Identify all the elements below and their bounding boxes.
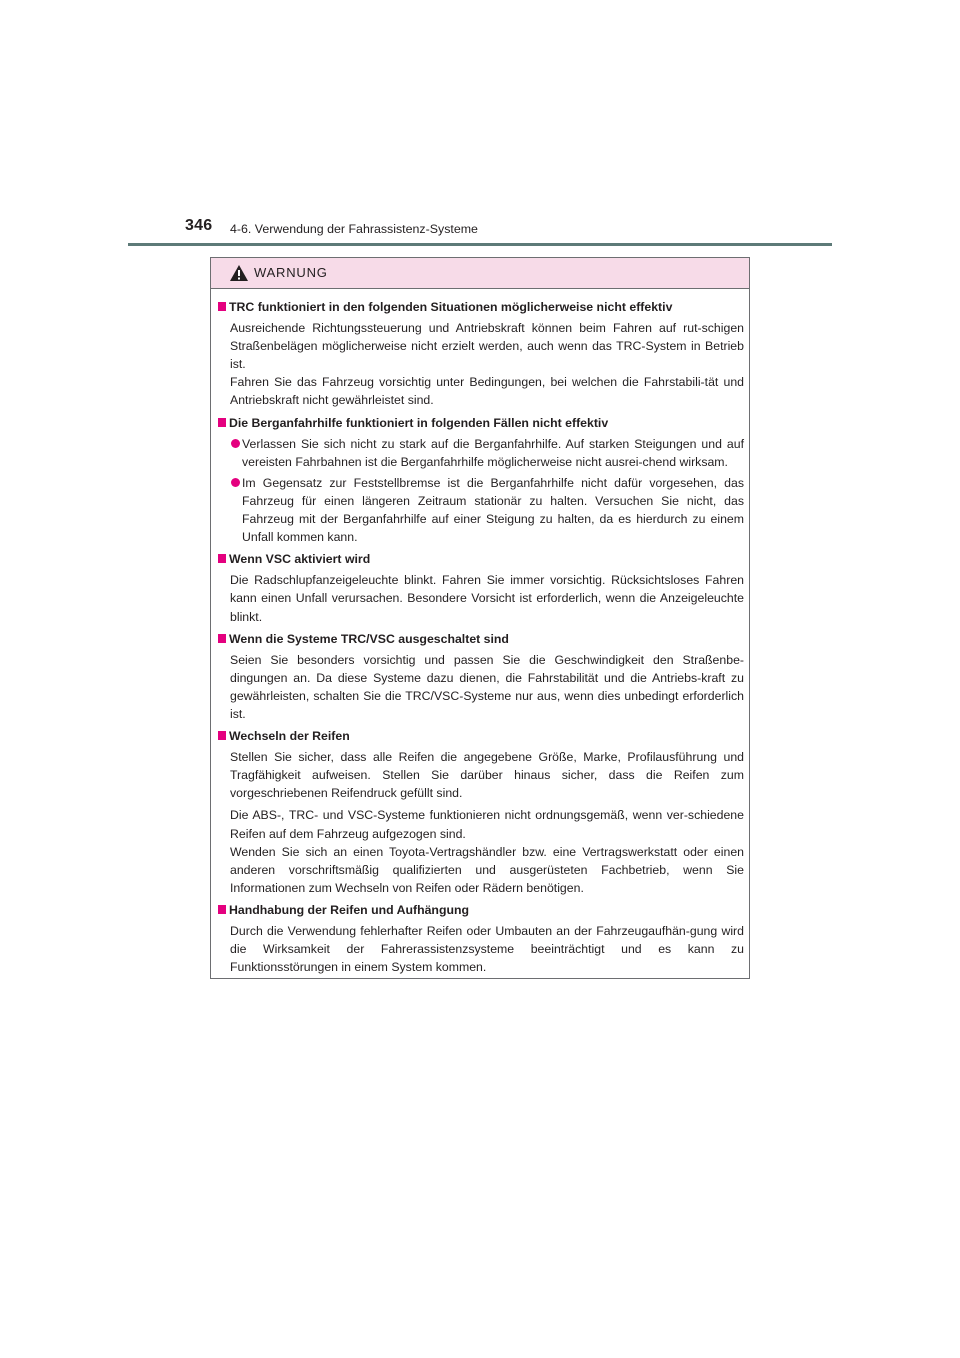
square-bullet-icon — [218, 731, 226, 740]
warning-body — [218, 298, 744, 980]
square-bullet-icon — [218, 905, 226, 914]
item-heading: Wenn VSC aktiviert wird — [218, 550, 744, 568]
item-heading: Wechseln der Reifen — [218, 727, 744, 745]
warning-box — [210, 257, 750, 979]
warning-triangle-icon — [229, 264, 249, 282]
warning-item-vsc-active — [218, 550, 744, 625]
warning-item-trc — [218, 298, 744, 410]
round-bullet-icon — [231, 478, 240, 487]
square-bullet-icon — [218, 418, 226, 427]
item-paragraph: Die Radschlupfanzeigeleuchte blinkt. Fahren Sie immer vorsichtig. Rücksichtsloses Fahren kann einen Unfall verursachen. Besondere Vorsicht ist erforderlich, wenn die Anzeigeleuchte blinkt. — [230, 573, 744, 624]
item-paragraph: Die ABS-, TRC- und VSC-Systeme funktionieren nicht ordnungsgemäß, wenn ver-schiedene Reifen auf dem Fahrzeug aufgezogen sind. — [230, 808, 744, 841]
item-paragraph: Seien Sie besonders vorsichtig und passen Sie die Geschwindigkeit den Straßenbe-dingungen an. Da diese Systeme dazu dienen, die Fahrstabilität und die Antriebs-kraft zu gewährleisten, schalten Sie die TRC/VSC-Systeme nur aus, wenn dies unbedingt erforderlich ist. — [230, 652, 744, 721]
item-paragraph: Fahren Sie das Fahrzeug vorsichtig unter Bedingungen, bei welchen die Fahrstabili-tät und Antriebskraft nicht gewährleistet sind. — [230, 375, 744, 408]
item-heading: Die Berganfahrhilfe funktioniert in folgenden Fällen nicht effektiv — [218, 414, 744, 432]
round-bullet-icon — [231, 439, 240, 448]
item-heading: Handhabung der Reifen und Aufhängung — [218, 901, 744, 919]
warning-header — [211, 258, 749, 289]
warning-item-hill-assist — [218, 414, 744, 547]
warning-item-trc-vsc-off — [218, 630, 744, 723]
item-heading: Wenn die Systeme TRC/VSC ausgeschaltet sind — [218, 630, 744, 648]
item-paragraph: Wenden Sie sich an einen Toyota-Vertragshändler bzw. eine Vertragswerkstatt oder einen anderen vorschriftsmäßig qualifizierten und ausgerüsteten Fachbetrieb, wenn Sie Informationen zum Wechseln von Reifen oder Rädern benötigen. — [230, 844, 744, 895]
warning-title: WARNUNG — [254, 265, 328, 280]
square-bullet-icon — [218, 302, 226, 311]
item-paragraph: Ausreichende Richtungssteuerung und Antriebskraft können beim Fahren auf rut-schigen Straßenbelägen möglicherweise nicht erzielt werden, auch wenn das TRC-System in Betrieb ist. — [230, 321, 744, 372]
warning-item-tire-change — [218, 727, 744, 897]
item-paragraph: Stellen Sie sicher, dass alle Reifen die angegebene Größe, Marke, Profilausführung und Tragfähigkeit aufweisen. Stellen Sie darüber hinaus sicher, dass die Reifen zum vorgeschriebenen Reifendruck gefüllt sind. — [230, 750, 744, 801]
list-item: Im Gegensatz zur Feststellbremse ist die Berganfahrhilfe nicht dafür vorgesehen, das Fahrzeug für einen längeren Zeitraum stationär zu halten. Versuchen Sie nicht, das Fahrzeug mit der Berganfahrhilfe auf einer Steigung zu halten, da es hierdurch zu einem Unfall kommen kann. — [218, 474, 744, 546]
header-rule — [128, 243, 832, 246]
list-item: Verlassen Sie sich nicht zu stark auf die Berganfahrhilfe. Auf starken Steigungen und auf vereisten Fahrbahnen ist die Berganfahrhilfe möglicherweise nicht ausrei-chend wirksam. — [218, 435, 744, 471]
item-heading: TRC funktioniert in den folgenden Situationen möglicherweise nicht effektiv — [218, 298, 744, 316]
page-number: 346 — [185, 217, 213, 234]
square-bullet-icon — [218, 634, 226, 643]
item-paragraph: Durch die Verwendung fehlerhafter Reifen oder Umbauten an der Fahrzeugaufhän-gung wird die Wirksamkeit der Fahrerassistenzsysteme beeinträchtigt und es kann zu Funktionsstörungen in einem System kommen. — [230, 924, 744, 975]
square-bullet-icon — [218, 554, 226, 563]
section-title: 4-6. Verwendung der Fahrassistenz-Systeme — [230, 222, 478, 236]
warning-item-tire-suspension — [218, 901, 744, 976]
